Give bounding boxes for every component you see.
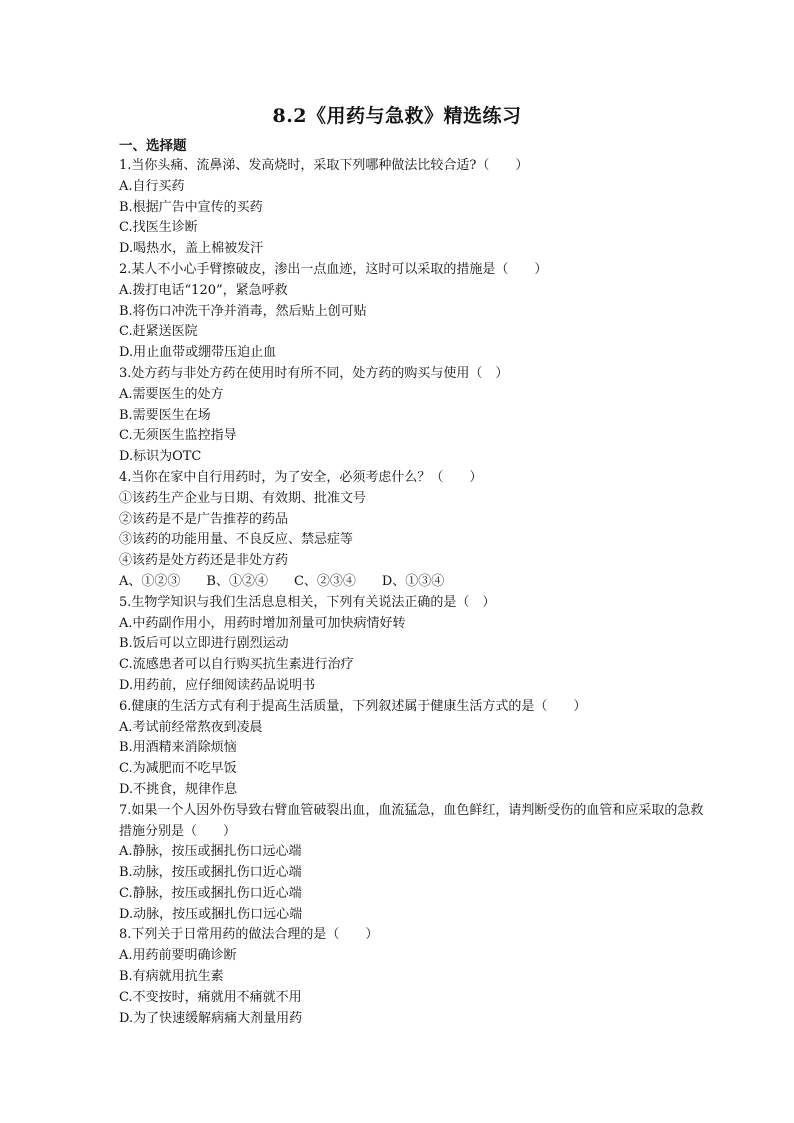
answer-option: B.需要医生在场 — [119, 407, 211, 423]
question-stem: 2.某人不小心手臂擦破皮，渗出一点血迹，这时可以采取的措施是（ ） — [119, 261, 548, 277]
answer-option: A.静脉，按压或捆扎伤口远心端 — [119, 844, 302, 860]
answer-option: A.自行买药 — [119, 178, 185, 194]
statement-item: ①该药生产企业与日期、有效期、批准文号 — [119, 490, 367, 506]
answer-option: B.动脉，按压或捆扎伤口近心端 — [119, 865, 302, 881]
answer-option: A.用药前要明确诊断 — [119, 948, 237, 964]
question-stem: 3.处方药与非处方药在使用时有所不同，处方药的购买与使用（ ） — [119, 365, 509, 381]
answer-option: B.有病就用抗生素 — [119, 969, 224, 985]
answer-option: B.将伤口冲洗干净并消毒，然后贴上创可贴 — [119, 303, 367, 319]
answer-option: D.标识为OTC — [119, 449, 202, 465]
answer-options-row: A、①②③ B、①②④ C、②③④ D、①③④ — [119, 573, 445, 589]
statement-item: ③该药的功能用量、不良反应、禁忌症等 — [119, 532, 354, 548]
answer-option: D.喝热水，盖上棉被发汗 — [119, 241, 264, 257]
statement-item: ④该药是处方药还是非处方药 — [119, 553, 289, 569]
answer-option: A.考试前经常熬夜到凌晨 — [119, 719, 263, 735]
answer-option: B.根据广告中宣传的买药 — [119, 199, 263, 215]
answer-option: A.中药副作用小，用药时增加剂量可加快病情好转 — [119, 615, 406, 631]
answer-option: D.用药前，应仔细阅读药品说明书 — [119, 677, 316, 693]
answer-option: A.需要医生的处方 — [119, 386, 224, 402]
answer-option: A.拨打电话“120”，紧急呼救 — [119, 282, 288, 298]
answer-option: D.为了快速缓解病痛大剂量用药 — [119, 1010, 303, 1026]
section-heading: 一、选择题 — [119, 138, 187, 154]
answer-option: C.流感患者可以自行购买抗生素进行治疗 — [119, 657, 354, 673]
answer-option: C.静脉，按压或捆扎伤口近心端 — [119, 885, 302, 901]
answer-option: C.无须医生监控指导 — [119, 428, 237, 444]
answer-option: C.赶紧送医院 — [119, 324, 198, 340]
answer-option: B.用酒精来消除烦恼 — [119, 740, 237, 756]
question-stem: 8.下列关于日常用药的做法合理的是（ ） — [119, 927, 379, 943]
answer-option: C.为减肥而不吃早饭 — [119, 761, 237, 777]
answer-option: D.动脉，按压或捆扎伤口远心端 — [119, 906, 303, 922]
answer-option: B.饭后可以立即进行剧烈运动 — [119, 636, 289, 652]
statement-item: ②该药是不是广告推荐的药品 — [119, 511, 289, 527]
answer-option: D.不挑食，规律作息 — [119, 781, 238, 797]
answer-option: D.用止血带或绷带压迫止血 — [119, 345, 277, 361]
question-list — [119, 137, 709, 1029]
question-stem: 6.健康的生活方式有利于提高生活质量，下列叙述属于健康生活方式的是（ ） — [119, 698, 587, 714]
question-stem: 7.如果一个人因外伤导致右臂血管破裂出血，血流猛急，血色鲜红，请判断受伤的血管和应采取的急救措施分别是（ ） — [119, 802, 704, 839]
question-stem: 1.当你头痛、流鼻涕、发高烧时，采取下列哪种做法比较合适?（ ） — [119, 158, 529, 173]
question-stem: 4.当你在家中自行用药时，为了安全，必须考虑什么？（ ） — [119, 469, 483, 485]
answer-option: C.找医生诊断 — [119, 220, 198, 236]
question-stem: 5.生物学知识与我们生活息息相关，下列有关说法正确的是（ ） — [119, 594, 496, 610]
page-title: 8.2《用药与急救》精选练习 — [272, 105, 522, 127]
answer-option: C.不变按时，痛就用不痛就不用 — [119, 989, 302, 1005]
